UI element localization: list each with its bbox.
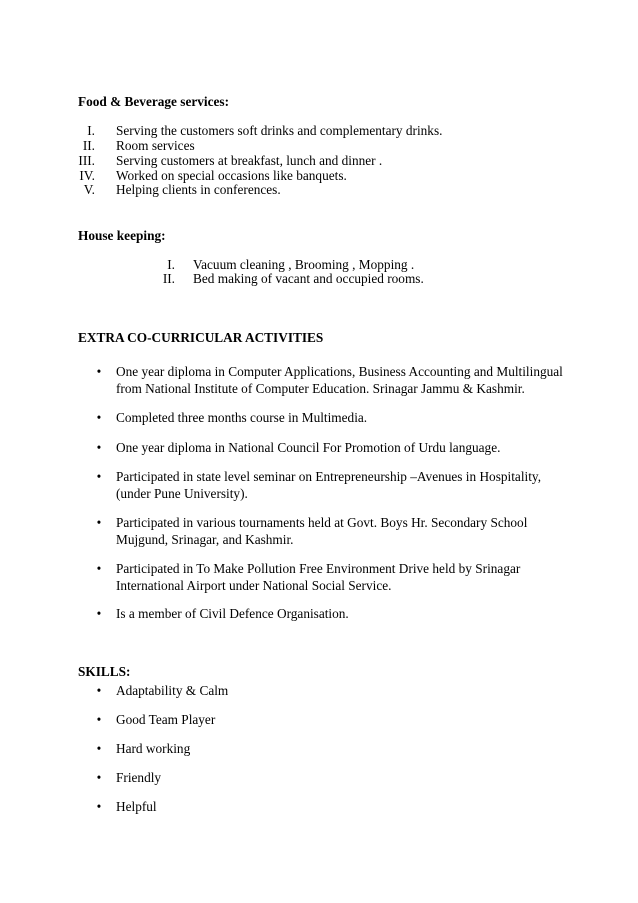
activity-text-continued: International Airport under National Social Service. bbox=[116, 578, 392, 593]
extra-curricular-heading: EXTRA CO-CURRICULAR ACTIVITIES bbox=[78, 330, 324, 345]
food-item-text: Serving the customers soft drinks and complementary drinks. bbox=[116, 123, 443, 138]
housekeeping-heading: House keeping: bbox=[78, 228, 166, 243]
activity-text: Completed three months course in Multimedia. bbox=[116, 410, 368, 425]
bullet-icon: • bbox=[96, 410, 102, 425]
bullet-icon: • bbox=[96, 712, 102, 727]
skill-item: Hard working bbox=[116, 741, 191, 756]
food-item-number: I. bbox=[87, 123, 95, 138]
bullet-icon: • bbox=[96, 770, 102, 785]
skills-heading: SKILLS: bbox=[78, 664, 131, 679]
skill-item: Adaptability & Calm bbox=[116, 683, 229, 698]
bullet-icon: • bbox=[96, 683, 102, 698]
housekeeping-item-text: Bed making of vacant and occupied rooms. bbox=[193, 271, 424, 286]
activity-text: Participated in state level seminar on Entrepreneurship –Avenues in Hospitality, bbox=[116, 469, 542, 484]
food-item-number: III. bbox=[78, 153, 95, 168]
food-item-text: Helping clients in conferences. bbox=[116, 182, 281, 197]
activity-text: Participated in To Make Pollution Free Environment Drive held by Srinagar bbox=[116, 561, 521, 576]
skill-item: Friendly bbox=[116, 770, 162, 785]
food-item-text: Serving customers at breakfast, lunch and dinner . bbox=[116, 153, 383, 168]
bullet-icon: • bbox=[96, 469, 102, 484]
bullet-icon: • bbox=[96, 440, 102, 455]
food-item-number: IV. bbox=[79, 168, 95, 183]
bullet-icon: • bbox=[96, 364, 102, 379]
activity-text-continued: (under Pune University). bbox=[116, 486, 248, 501]
bullet-icon: • bbox=[96, 799, 102, 814]
food-item-text: Worked on special occasions like banquets. bbox=[116, 168, 347, 183]
food-item-number: II. bbox=[82, 138, 95, 153]
bullet-icon: • bbox=[96, 561, 102, 576]
bullet-icon: • bbox=[96, 741, 102, 756]
activity-text: Is a member of Civil Defence Organisation. bbox=[116, 606, 349, 621]
bullet-icon: • bbox=[96, 515, 102, 530]
bullet-icon: • bbox=[96, 606, 102, 621]
skill-item: Helpful bbox=[116, 799, 157, 814]
activity-text: Participated in various tournaments held at Govt. Boys Hr. Secondary School bbox=[116, 515, 528, 530]
food-item-text: Room services bbox=[116, 138, 195, 153]
activity-text-continued: from National Institute of Computer Education. Srinagar Jammu & Kashmir. bbox=[116, 381, 525, 396]
housekeeping-item-text: Vacuum cleaning , Brooming , Mopping . bbox=[193, 257, 415, 272]
housekeeping-item-number: II. bbox=[162, 271, 175, 286]
skill-item: Good Team Player bbox=[116, 712, 216, 727]
food-beverage-heading: Food & Beverage services: bbox=[78, 94, 230, 109]
housekeeping-item-number: I. bbox=[167, 257, 175, 272]
activity-text: One year diploma in Computer Applications, Business Accounting and Multilingual bbox=[116, 364, 563, 379]
food-item-number: V. bbox=[83, 182, 95, 197]
activity-text: One year diploma in National Council For Promotion of Urdu language. bbox=[116, 440, 501, 455]
activity-text-continued: Mujgund, Srinagar, and Kashmir. bbox=[116, 532, 294, 547]
